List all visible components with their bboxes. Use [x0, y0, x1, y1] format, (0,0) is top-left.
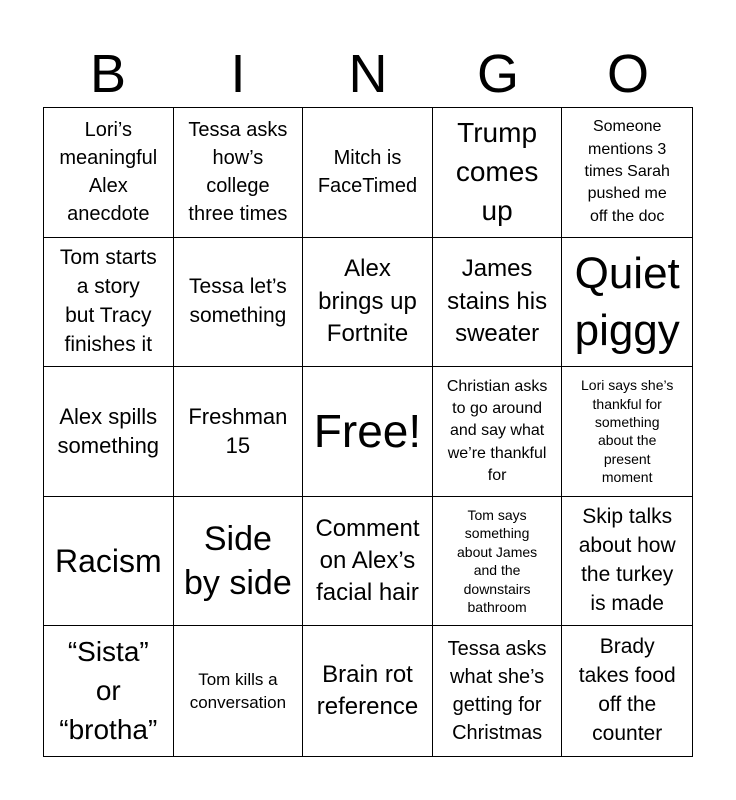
bingo-cell[interactable]: [433, 497, 563, 627]
bingo-cell[interactable]: [44, 238, 174, 368]
bingo-cell[interactable]: [433, 367, 563, 497]
cell-text: Comment on Alex’s facial hair: [315, 514, 420, 607]
bingo-cell[interactable]: [303, 238, 433, 368]
cell-text: Skip talks about how the turkey is made: [578, 505, 676, 616]
bingo-cell[interactable]: [44, 367, 174, 497]
bingo-cell[interactable]: [44, 497, 174, 627]
bingo-cell[interactable]: [433, 238, 563, 368]
cell-text: Tom says something about James and the downstairs bathroom: [457, 506, 538, 616]
cell-text: Christian asks to go around and say what we’re thankful for: [446, 377, 548, 485]
header-letter-n: N: [348, 44, 388, 104]
cell-text: Brain rot reference: [316, 660, 419, 721]
bingo-cell[interactable]: [303, 108, 433, 238]
cell-text: Side by side: [184, 519, 292, 603]
cell-text: “Sista” or “brotha”: [59, 636, 158, 745]
free-space-text: Free!: [313, 404, 422, 457]
bingo-cell[interactable]: [174, 108, 304, 238]
bingo-cell[interactable]: [562, 367, 692, 497]
cell-text: Tessa asks how’s college three times: [188, 119, 288, 226]
cell-text: Tom starts a story but Tracy finishes it: [59, 245, 157, 356]
cell-text: Tessa asks what she’s getting for Christmas: [447, 638, 547, 745]
cell-text: Alex spills something: [57, 403, 160, 459]
cell-text: Lori says she’s thankful for something about the present moment: [581, 377, 674, 486]
bingo-cell[interactable]: [174, 497, 304, 627]
header-letter-i: I: [230, 44, 246, 104]
bingo-cell[interactable]: [562, 497, 692, 627]
bingo-cell[interactable]: [562, 238, 692, 368]
bingo-cell[interactable]: [44, 108, 174, 238]
bingo-cell[interactable]: [174, 238, 304, 368]
bingo-cell[interactable]: [562, 108, 692, 238]
cell-text: Lori’s meaningful Alex anecdote: [59, 119, 158, 226]
header-letter-g: G: [476, 44, 519, 104]
cell-text: Tessa let’s something: [189, 274, 287, 327]
bingo-header: [43, 40, 693, 108]
bingo-cell[interactable]: [174, 367, 304, 497]
bingo-cell[interactable]: [303, 497, 433, 627]
bingo-board: [43, 107, 693, 757]
header-letter-o: O: [606, 44, 649, 104]
cell-text: Quiet piggy: [574, 248, 680, 355]
bingo-cell[interactable]: [303, 626, 433, 756]
bingo-cell[interactable]: [433, 108, 563, 238]
cell-text: Someone mentions 3 times Sarah pushed me off the doc: [584, 118, 670, 225]
cell-text: Trump comes up: [455, 117, 539, 226]
bingo-cell-free[interactable]: [303, 367, 433, 497]
cell-text: Tom kills a conversation: [189, 669, 287, 713]
bingo-cell[interactable]: [562, 626, 692, 756]
header-letter-b: B: [89, 44, 127, 104]
bingo-cell[interactable]: [174, 626, 304, 756]
bingo-cell[interactable]: [44, 626, 174, 756]
cell-text: Alex brings up Fortnite: [318, 255, 417, 348]
cell-text: Mitch is FaceTimed: [317, 147, 418, 198]
cell-text: Racism: [54, 542, 162, 579]
cell-text: Freshman 15: [188, 403, 288, 459]
bingo-cell[interactable]: [433, 626, 563, 756]
cell-text: James stains his sweater: [447, 255, 548, 348]
cell-text: Brady takes food off the counter: [578, 635, 676, 746]
